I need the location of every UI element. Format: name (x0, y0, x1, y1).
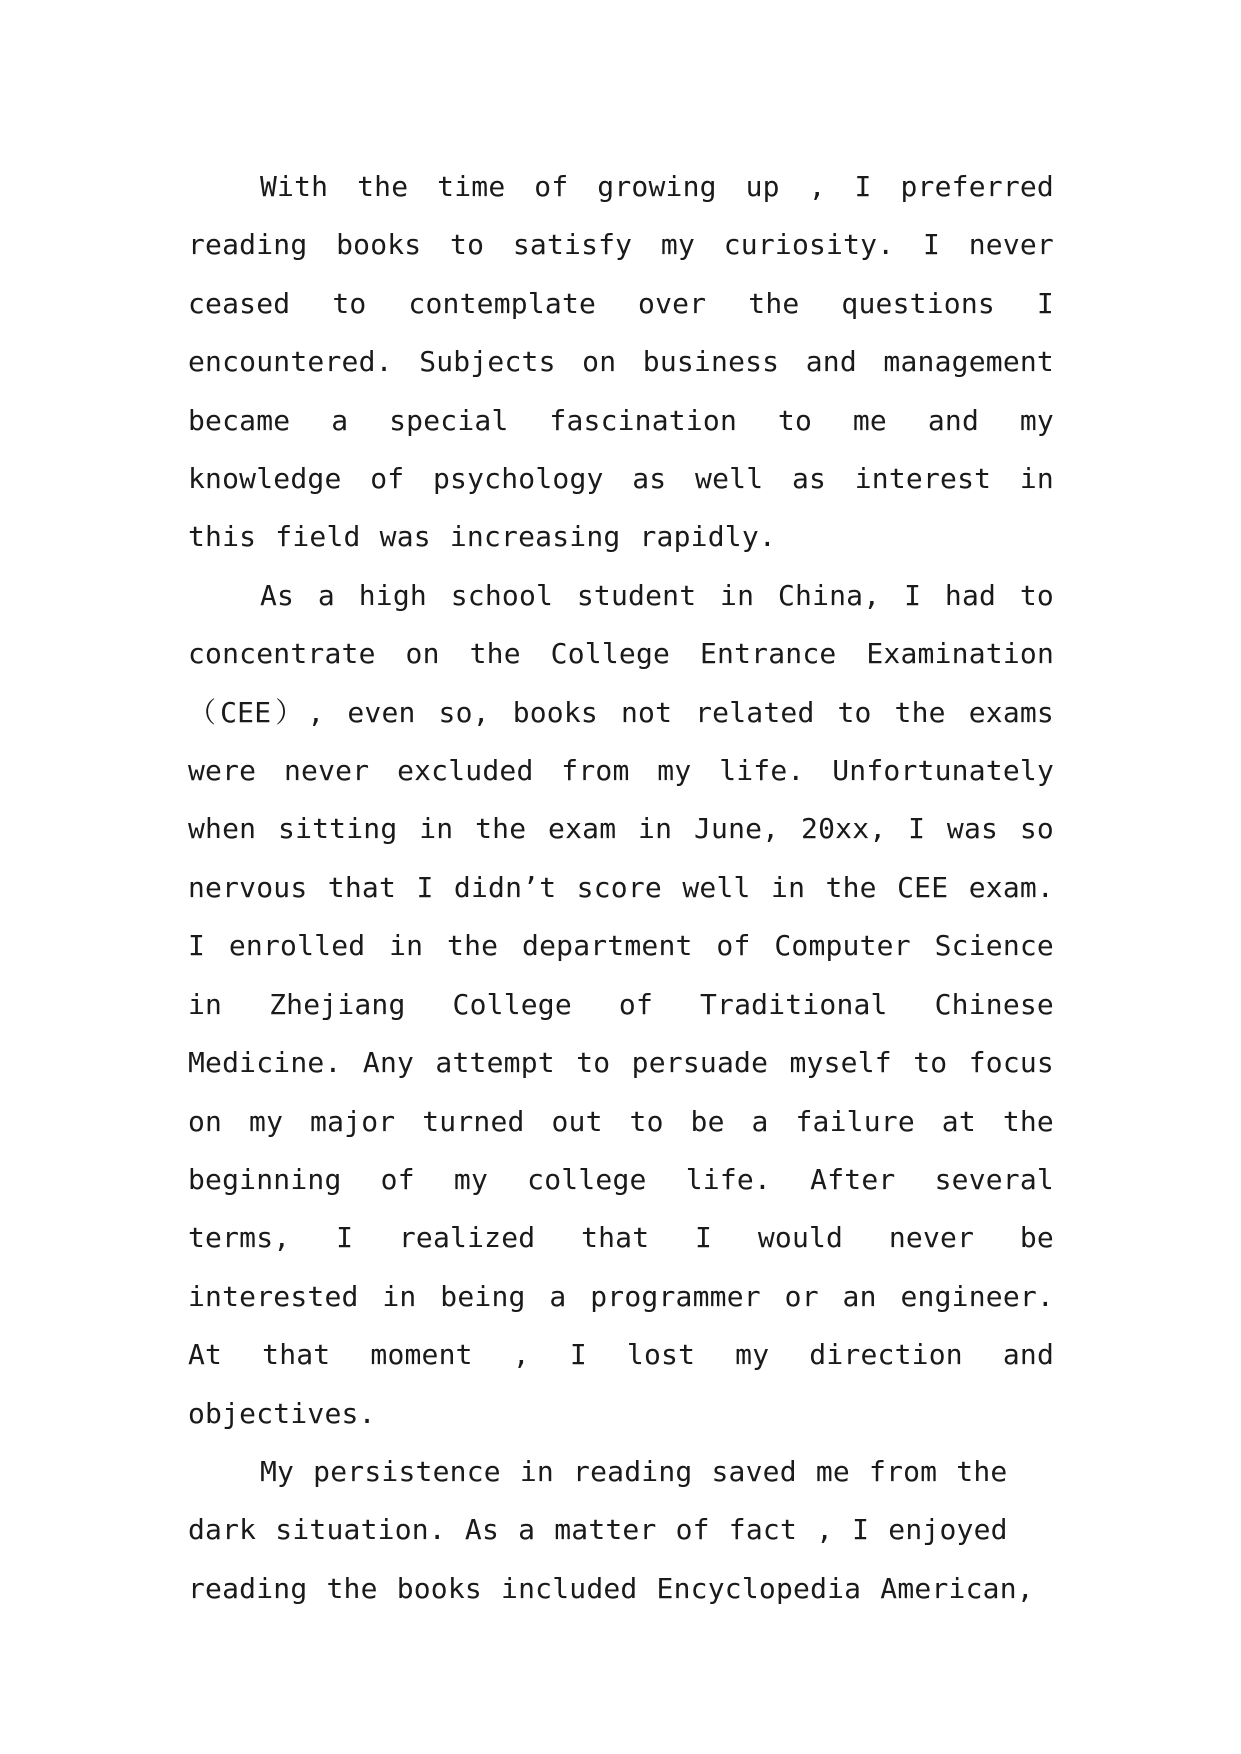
paragraph-persistence: My persistence in reading saved me from the dark situation. As a matter of fact , I enjoyed reading the books included Encyclopedia American, (188, 1454, 1034, 1605)
paragraph-high-school: As a high school student in China, I had to concentrate on the College Entrance Examination （CEE）, even so, books not related to the exams were never excluded from my life. Unfortunately when sitting in the exam in June, 20xx, I was so nervous that I didn’t score well in the CEE exam. I enrolled in the department of Computer Science in Zhejiang College of Traditional Chinese Medicine. Any attempt to persuade myself to focus on my major turned out to be a failure at the beginning of my college life. After several terms, I realized that I would never be interested in being a programmer or an engineer. At that moment , I lost my direction and objectives. (188, 578, 1054, 1430)
body-text (188, 158, 1054, 1618)
paragraph-growing-up: With the time of growing up , I preferred reading books to satisfy my curiosity. I never ceased to contemplate over the questions I encountered. Subjects on business and management became a special fascination to me and my knowledge of psychology as well as interest in this field was increasing rapidly. (188, 170, 1054, 554)
